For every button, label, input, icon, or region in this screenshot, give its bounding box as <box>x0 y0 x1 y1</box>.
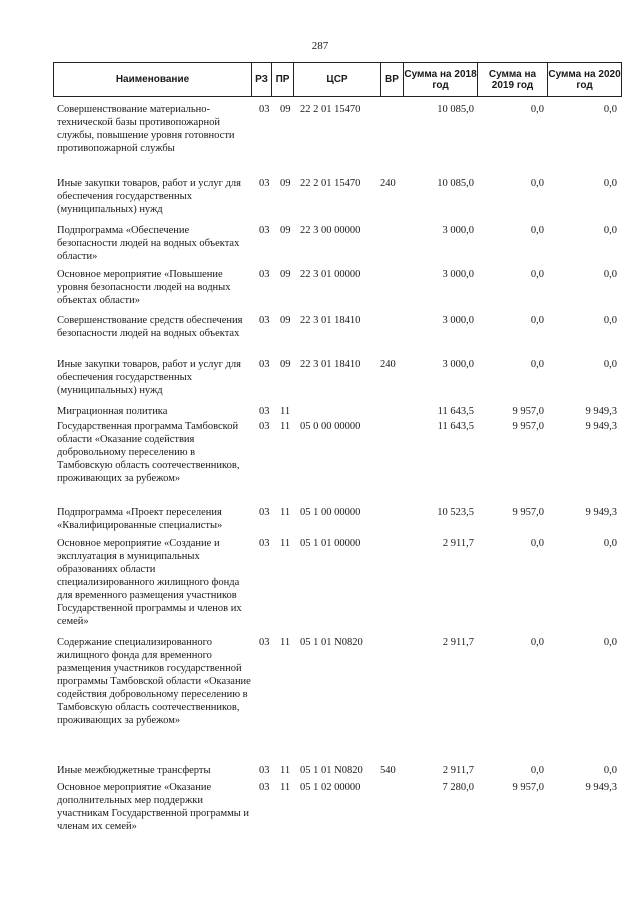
row-pr: 11 <box>280 765 291 776</box>
row-vr: 240 <box>380 178 396 189</box>
row-name: Иные межбюджетные трансферты <box>57 765 211 776</box>
row-sum-2018: 10 085,0 <box>437 104 474 115</box>
header-vr: ВР <box>381 63 404 96</box>
row-csr: 22 3 01 00000 <box>300 269 361 280</box>
row-rz: 03 <box>259 421 270 432</box>
row-csr: 22 3 01 18410 <box>300 315 361 326</box>
row-sum-2018: 2 911,7 <box>442 637 474 648</box>
row-sum-2020: 0,0 <box>603 765 617 776</box>
row-sum-2019: 0,0 <box>530 104 544 115</box>
row-sum-2018: 7 280,0 <box>442 782 474 793</box>
row-name: Основное мероприятие «Создание и эксплуатация в муниципальных образованиях области специализированного жилищного фонда для временного размещения участников Государственной программы и членов их семей» <box>57 538 242 627</box>
row-name: Основное мероприятие «Повышение уровня безопасности людей на водных объектах области» <box>57 269 231 306</box>
row-sum-2020: 0,0 <box>603 359 617 370</box>
header-sum-2020: Сумма на 2020 год <box>548 68 621 91</box>
row-sum-2020: 0,0 <box>603 178 617 189</box>
row-sum-2018: 10 085,0 <box>437 178 474 189</box>
header-pr: ПР <box>272 63 294 96</box>
row-rz: 03 <box>259 225 270 236</box>
row-vr: 240 <box>380 359 396 370</box>
row-sum-2019: 0,0 <box>530 315 544 326</box>
row-pr: 11 <box>280 538 291 549</box>
row-pr: 09 <box>280 359 291 370</box>
row-sum-2019: 9 957,0 <box>512 782 544 793</box>
row-pr: 09 <box>280 269 291 280</box>
row-sum-2019: 0,0 <box>530 178 544 189</box>
row-sum-2020: 9 949,3 <box>585 782 617 793</box>
header-name: Наименование <box>54 63 252 96</box>
row-rz: 03 <box>259 507 270 518</box>
row-sum-2020: 9 949,3 <box>585 406 617 417</box>
row-sum-2019: 0,0 <box>530 538 544 549</box>
row-name: Содержание специализированного жилищного фонда для временного размещения участников государственной программы Тамбовской области «Оказание содействия добровольному переселению в Тамбовскую область соотечественников, проживающих за рубежом» <box>57 637 251 726</box>
row-sum-2020: 9 949,3 <box>585 507 617 518</box>
row-sum-2018: 2 911,7 <box>442 765 474 776</box>
row-pr: 11 <box>280 406 291 417</box>
row-name: Подпрограмма «Обеспечение безопасности людей на водных объектах области» <box>57 225 240 262</box>
row-csr: 22 3 01 18410 <box>300 359 361 370</box>
page-number: 287 <box>311 40 329 52</box>
row-csr: 22 2 01 15470 <box>300 104 361 115</box>
header-sum-2019: Сумма на 2019 год <box>478 63 548 96</box>
row-pr: 11 <box>280 782 291 793</box>
row-csr: 05 1 01 N0820 <box>300 765 363 776</box>
row-sum-2020: 0,0 <box>603 225 617 236</box>
row-sum-2018: 11 643,5 <box>437 421 474 432</box>
row-name: Иные закупки товаров, работ и услуг для обеспечения государственных (муниципальных) нужд <box>57 178 241 215</box>
row-csr: 05 1 01 N0820 <box>300 637 363 648</box>
row-name: Иные закупки товаров, работ и услуг для обеспечения государственных (муниципальных) нужд <box>57 359 241 396</box>
row-sum-2018: 2 911,7 <box>442 538 474 549</box>
row-sum-2019: 9 957,0 <box>512 406 544 417</box>
header-sum-2018: Сумма на 2018 год <box>404 63 478 96</box>
table-header <box>53 62 622 97</box>
row-rz: 03 <box>259 104 270 115</box>
row-rz: 03 <box>259 782 270 793</box>
row-sum-2019: 9 957,0 <box>512 421 544 432</box>
row-csr: 05 0 00 00000 <box>300 421 361 432</box>
row-sum-2020: 0,0 <box>603 104 617 115</box>
row-sum-2019: 0,0 <box>530 637 544 648</box>
row-csr: 22 2 01 15470 <box>300 178 361 189</box>
row-sum-2019: 0,0 <box>530 359 544 370</box>
row-sum-2018: 3 000,0 <box>442 225 474 236</box>
row-sum-2019: 9 957,0 <box>512 507 544 518</box>
row-sum-2020: 0,0 <box>603 538 617 549</box>
row-rz: 03 <box>259 538 270 549</box>
row-pr: 11 <box>280 421 291 432</box>
row-csr: 22 3 00 00000 <box>300 225 361 236</box>
row-sum-2020: 0,0 <box>603 637 617 648</box>
row-pr: 11 <box>280 507 291 518</box>
row-pr: 09 <box>280 315 291 326</box>
row-vr: 540 <box>380 765 396 776</box>
row-rz: 03 <box>259 359 270 370</box>
row-pr: 11 <box>280 637 291 648</box>
row-pr: 09 <box>280 104 291 115</box>
row-rz: 03 <box>259 315 270 326</box>
row-rz: 03 <box>259 637 270 648</box>
row-sum-2020: 0,0 <box>603 269 617 280</box>
row-rz: 03 <box>259 765 270 776</box>
row-sum-2019: 0,0 <box>530 225 544 236</box>
row-csr: 05 1 01 00000 <box>300 538 361 549</box>
row-name: Основное мероприятие «Оказание дополнительных мер поддержки участникам Государственной программы и членам их семей» <box>57 782 250 832</box>
row-name: Совершенствование материально-технической базы противопожарной службы, повышение уровня готовности противопожарной службы <box>57 104 235 154</box>
row-sum-2020: 9 949,3 <box>585 421 617 432</box>
row-sum-2019: 0,0 <box>530 269 544 280</box>
row-sum-2018: 3 000,0 <box>442 359 474 370</box>
row-csr: 05 1 00 00000 <box>300 507 361 518</box>
row-name: Миграционная политика <box>57 406 168 417</box>
row-name: Государственная программа Тамбовской области «Оказание содействия добровольному переселению в Тамбовскую область соотечественников, проживающих за рубежом» <box>57 421 240 484</box>
row-sum-2018: 3 000,0 <box>442 269 474 280</box>
row-sum-2020: 0,0 <box>603 315 617 326</box>
row-rz: 03 <box>259 178 270 189</box>
row-sum-2018: 3 000,0 <box>442 315 474 326</box>
row-name: Подпрограмма «Проект переселения «Квалифицированные специалисты» <box>57 507 223 531</box>
row-csr: 05 1 02 00000 <box>300 782 361 793</box>
row-sum-2018: 11 643,5 <box>437 406 474 417</box>
row-rz: 03 <box>259 269 270 280</box>
row-sum-2018: 10 523,5 <box>437 507 474 518</box>
header-rz: РЗ <box>252 63 272 96</box>
row-sum-2019: 0,0 <box>530 765 544 776</box>
header-csr: ЦСР <box>294 63 381 96</box>
row-name: Совершенствование средств обеспечения безопасности людей на водных объектах <box>57 315 243 339</box>
row-pr: 09 <box>280 225 291 236</box>
row-rz: 03 <box>259 406 270 417</box>
row-pr: 09 <box>280 178 291 189</box>
